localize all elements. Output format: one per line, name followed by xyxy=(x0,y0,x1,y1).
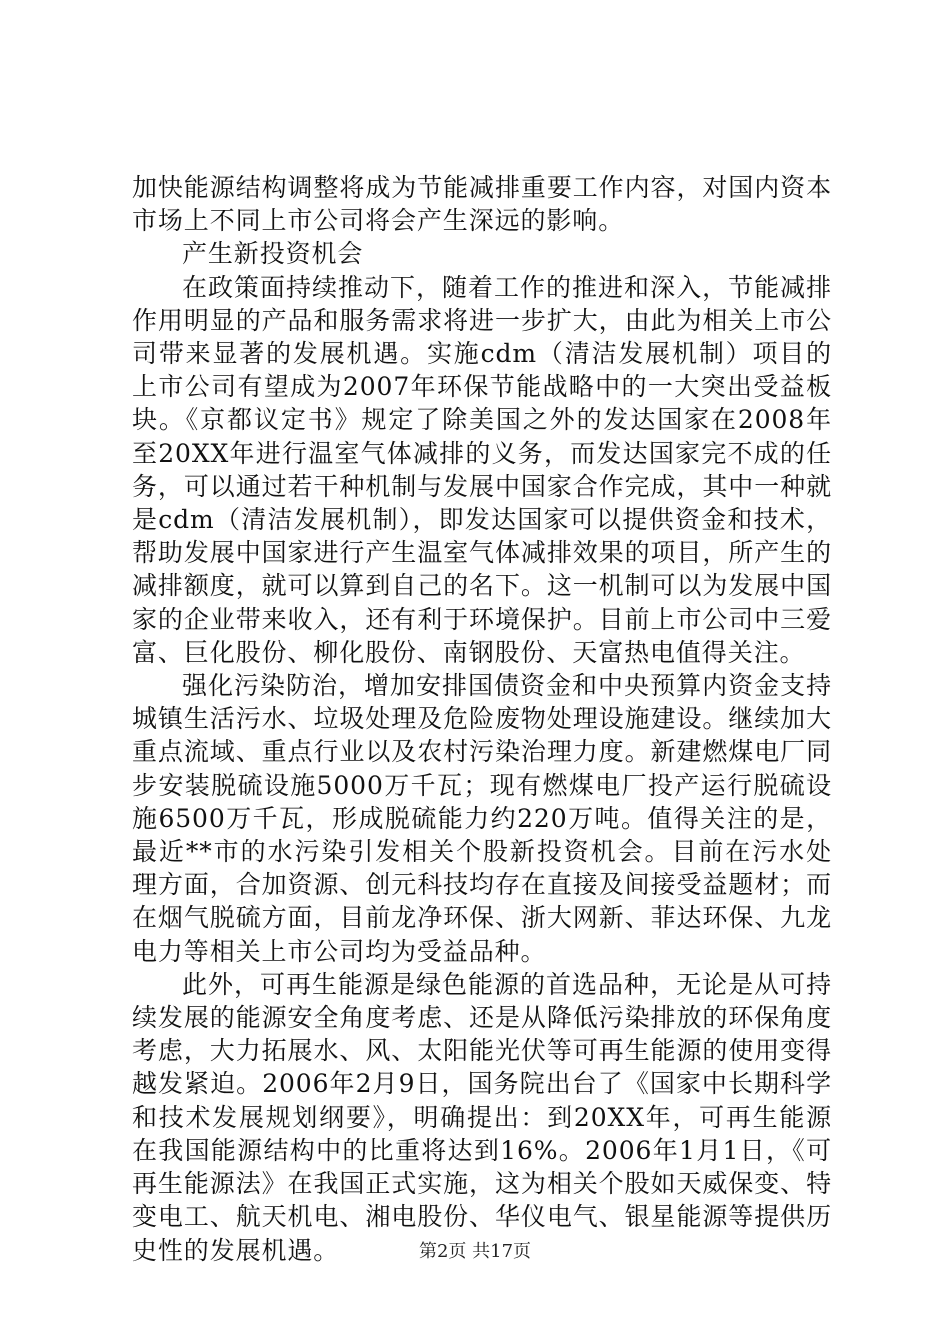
document-body xyxy=(132,171,832,1267)
paragraph-renewable-energy: 此外，可再生能源是绿色能源的首选品种，无论是从可持续发展的能源安全角度考虑、还是从降低污染排放的环保角度考虑，大力拓展水、风、太阳能光伏等可再生能源的使用变得越发紧迫。2006年2月9日，国务院出台了《国家中长期科学和技术发展规划纲要》，明确提出：到20XX年，可再生能源在我国能源结构中的比重将达到16%。2006年1月1日，《可再生能源法》在我国正式实施，这为相关个股如天威保变、特变电工、航天机电、湘电股份、华仪电气、银星能源等提供历史性的发展机遇。 xyxy=(132,969,832,1265)
page-footer: 第2页 共17页 xyxy=(418,1241,532,1262)
paragraph-continuation: 加快能源结构调整将成为节能减排重要工作内容，对国内资本市场上不同上市公司将会产生深远的影响。 xyxy=(132,173,832,236)
section-heading: 产生新投资机会 xyxy=(182,239,364,269)
paragraph-pollution-control: 强化污染防治，增加安排国债资金和中央预算内资金支持城镇生活污水、垃圾处理及危险废物处理设施建设。继续加大重点流域、重点行业以及农村污染治理力度。新建燃煤电厂同步安装脱硫设施5000万千瓦；现有燃煤电厂投产运行脱硫设施6500万千瓦，形成脱硫能力约220万吨。值得关注的是，最近**市的水污染引发相关个股新投资机会。目前在污水处理方面，合加资源、创元科技均存在直接及间接受益题材；而在烟气脱硫方面，目前龙净环保、浙大网新、菲达环保、九龙电力等相关上市公司均为受益品种。 xyxy=(132,671,832,966)
paragraph-cdm: 在政策面持续推动下，随着工作的推进和深入，节能减排作用明显的产品和服务需求将进一步扩大，由此为相关上市公司带来显著的发展机遇。实施cdm（清洁发展机制）项目的上市公司有望成为2007年环保节能战略中的一大突出受益板块。《京都议定书》规定了除美国之外的发达国家在2008年至20XX年进行温室气体减排的义务，而发达国家完不成的任务，可以通过若干种机制与发展中国家合作完成，其中一种就是cdm（清洁发展机制），即发达国家可以提供资金和技术，帮助发展中国家进行产生温室气体减排效果的项目，所产生的减排额度，就可以算到自己的名下。这一机制可以为发展中国家的企业带来收入，还有利于环境保护。目前上市公司中三爱富、巨化股份、柳化股份、南钢股份、天富热电值得关注。 xyxy=(132,272,832,667)
